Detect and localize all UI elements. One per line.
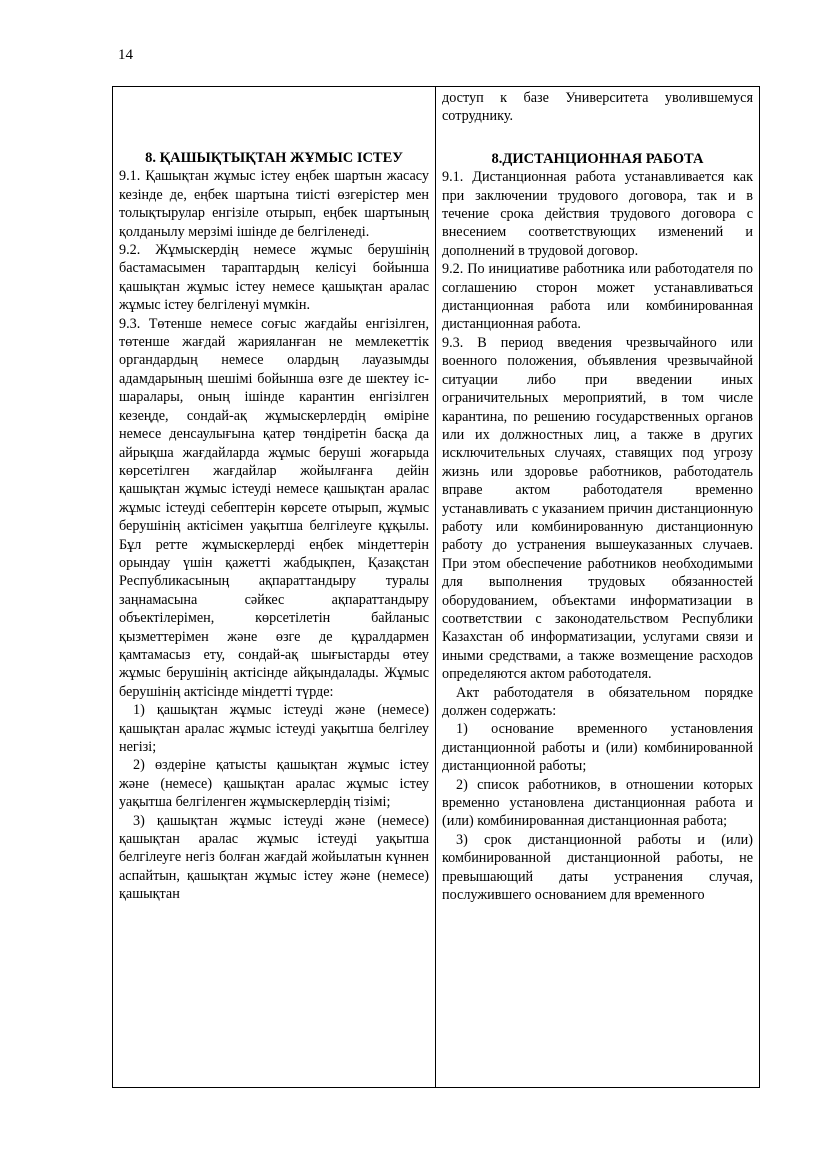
- kazakh-list-item-1: 1) қашықтан жұмыс істеуді және (немесе) қашықтан аралас жұмыс істеуді уақытша белгілеу негізі;: [119, 702, 429, 755]
- kazakh-column: [113, 87, 436, 1087]
- russian-column: [436, 87, 759, 1087]
- russian-act-intro: Акт работодателя в обязательном порядке должен содержать:: [442, 684, 753, 719]
- kazakh-list-item-3: 3) қашықтан жұмыс істеуді және (немесе) қашықтан аралас жұмыс істеуді уақытша белгілеуге негіз болған жағдай жойылатын күннен аспайтын, қашықтан жұмыс істеу және (немесе) қашықтан: [119, 812, 429, 903]
- russian-paragraph-9-3: 9.3. В период введения чрезвычайного или военного положения, объявления чрезвычайной ситуации либо при введении иных ограничительных мероприятий, в том числе карантина, по решению государственных органов или их должностных лиц, а также в других исключительных случаях, ставящих под угрозу жизнь или здоровье работников, работодатель вправе актом работодателя временно устанавливать с указанием причин дистанционную работу или комбинированную дистанционную работу до устранения вышеуказанных случаев. При этом обеспечение работников необходимыми для выполнения трудовых обязанностей оборудованием, объектами информатизации в соответствии с законодательством Республики Казахстан об информатизации, услугами связи и иными средствами, а также возмещение расходов определяются актом работодателя.: [442, 334, 753, 683]
- russian-paragraph-9-1: 9.1. Дистанционная работа устанавливается как при заключении трудового договора, так и в течение срока действия трудового договора с внесением соответствующих изменений и дополнений в трудовой договор.: [442, 169, 753, 259]
- russian-section-heading: 8.ДИСТАНЦИОННАЯ РАБОТА: [491, 150, 704, 167]
- page-number: 14: [118, 47, 133, 63]
- bilingual-table: [112, 86, 760, 1088]
- kazakh-list-item-2: 2) өздеріне қатысты қашықтан жұмыс істеу және (немесе) қашықтан аралас жұмыс істеу уақытша белгіленген жұмыскерлердің тізімі;: [119, 757, 429, 811]
- kazakh-paragraph-9-3: 9.3. Төтенше немесе соғыс жағдайы енгізілген, төтенше жағдай жарияланған не мемлекеттік органдардың немесе олардың лауазымды адамдарының шешімі бойынша өзге де шектеу іс-шаралары, оның ішінде карантин енгізілген кезеңде, сондай-ақ жұмыскерлердің өміріне немесе денсаулығына қатер төндіретін басқа да айрықша жағдайларда жұмыс беруші жоғарыда көрсетілген жағдайлар жойылғанға дейін қашықтан жұмыс істеуді немесе қашықтан аралас жұмыс істеуді себептерін көрсете отырып, жұмыс берушінің актісімен уақытша белгілеуге құқылы. Бұл ретте жұмыскерлерді еңбек міндеттерін орындау үшін қажетті жабдықпен, Қазақстан Республикасының ақпараттандыру туралы заңнамасына сәйкес ақпараттандыру объектілерімен, көрсетілетін байланыс қызметтерімен және өзге де құралдармен қамтамасыз ету, сондай-ақ шығыстарды өтеу жұмыс берушінің актісінде айқындалады. Жұмыс берушінің актісінде міндетті түрде:: [119, 315, 429, 700]
- russian-paragraph-9-2: 9.2. По инициативе работника или работодателя по соглашению сторон может устанавливаться дистанционная работа или комбинированная дистанционная работа.: [442, 261, 753, 333]
- russian-list-item-3: 3) срок дистанционной работы и (или) комбинированной дистанционной работы, не превышающий даты устранения случая, послужившего основанием для временного: [442, 831, 753, 904]
- kazakh-section-heading: 8. ҚАШЫҚТЫҚТАН ЖҰМЫС ІСТЕУ: [145, 150, 403, 166]
- russian-list-item-2: 2) список работников, в отношении которых временно установлена дистанционная работа и (или) комбинированная дистанционная работа;: [442, 776, 753, 830]
- kazakh-paragraph-9-1: 9.1. Қашықтан жұмыс істеу еңбек шартын жасасу кезінде де, еңбек шартына тиісті өзгерістер мен толықтырулар енгізіле отырып, еңбек шартының қолданылу мерзімі ішінде де белгіленеді.: [119, 168, 429, 240]
- russian-intro-text: доступ к базе Университета уволившемуся сотруднику.: [442, 90, 753, 125]
- russian-list-item-1: 1) основание временного установления дистанционной работы и (или) комбинированной дистанционной работы;: [442, 721, 753, 775]
- kazakh-paragraph-9-2: 9.2. Жұмыскердің немесе жұмыс берушінің бастамасымен тараптардың келісуі бойынша қашықтан жұмыс істеу немесе қашықтан аралас жұмыс істеу белгіленуі мүмкін.: [119, 242, 429, 314]
